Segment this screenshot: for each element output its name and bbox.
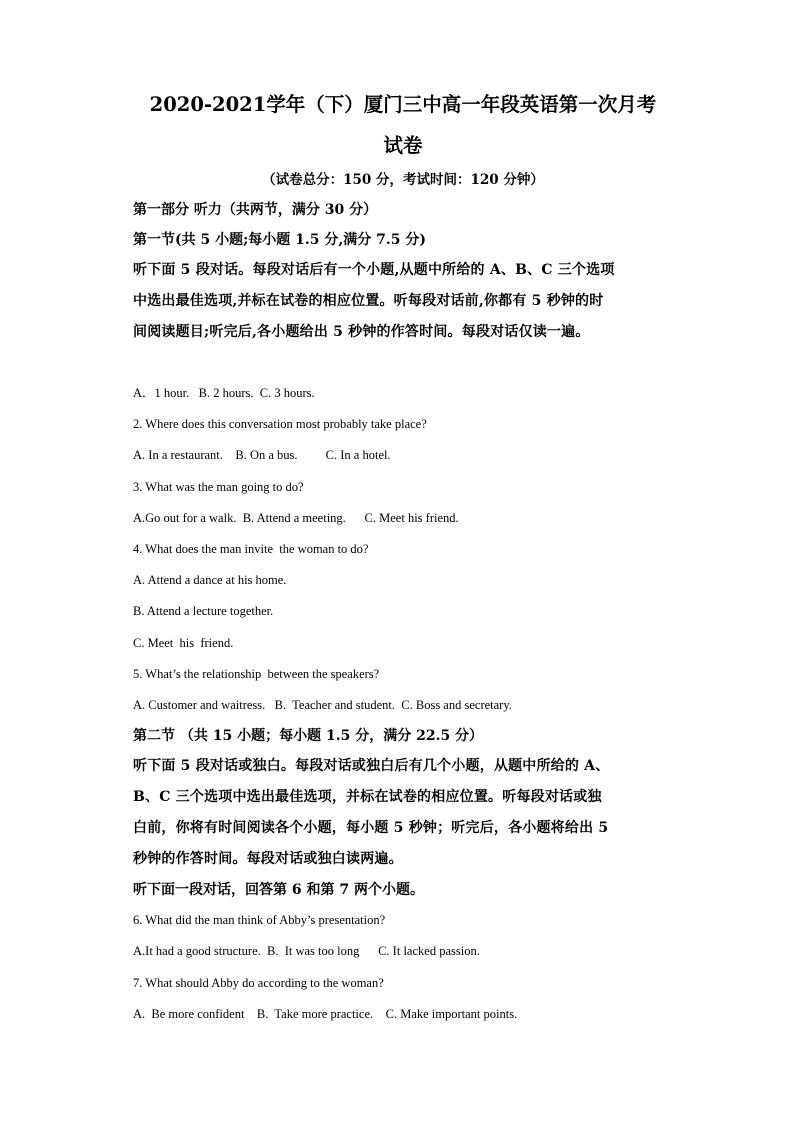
section1-instructions-line: 听下面 5 段对话。每段对话后有一个小题,从题中所给的 A、B、C 三个选项 [133, 262, 615, 278]
exam-title-line1: 2020-2021学年（下）厦门三中高一年段英语第一次月考 [149, 93, 657, 116]
exam-page [133, 86, 673, 1030]
question-2-options: A. In a restaurant. B. On a bus. C. In a hotel. [133, 448, 391, 463]
section2-instructions-line: 白前，你将有时间阅读各个小题，每小题 5 秒钟；听完后，各小题将给出 5 [133, 820, 609, 837]
question-5: 5. What’s the relationship between the speakers? [133, 666, 380, 681]
section1-heading: 第一节(共 5 小题;每小题 1.5 分,满分 7.5 分) [133, 232, 426, 248]
question-1-options: A．1 hour. B. 2 hours. C. 3 hours. [133, 386, 315, 400]
spacer [133, 348, 673, 378]
question-4: 4. What does the man invite the woman to do? [133, 542, 369, 557]
exam-title-line2: 试卷 [383, 134, 423, 157]
section1-instructions [133, 255, 673, 348]
question-3-options: A.Go out for a walk. B. Attend a meeting. C. Meet his friend. [133, 510, 459, 525]
question-3: 3. What was the man going to do? [133, 479, 304, 494]
question-4-option-c: C. Meet his friend. [133, 635, 234, 650]
question-4-option-b: B. Attend a lecture together. [133, 604, 274, 619]
part1-heading: 第一部分 听力（共两节，满分 30 分） [133, 202, 378, 218]
section1-instructions-line: 中选出最佳选项,并标在试卷的相应位置。听每段对话前,你都有 5 秒钟的时 [133, 293, 604, 309]
section2-heading: 第二节 （共 15 小题；每小题 1.5 分，满分 22.5 分） [133, 728, 484, 745]
section2-instructions-line: B、C 三个选项中选出最佳选项，并标在试卷的相应位置。听每段对话或独 [133, 789, 602, 806]
question-7: 7. What should Abby do according to the woman? [133, 975, 384, 990]
section2-instructions-line: 秒钟的作答时间。每段对话或独白读两遍。 [133, 851, 403, 868]
exam-info: （试卷总分：150 分，考试时间：120 分钟） [262, 172, 544, 188]
question-6-options: A.It had a good structure. B. It was too long C. It lacked passion. [133, 944, 480, 959]
dialogue-6-intro: 听下面一段对话，回答第 6 和第 7 两个小题。 [133, 882, 424, 899]
question-4-option-a: A. Attend a dance at his home. [133, 573, 287, 588]
section2-instructions-line: 听下面 5 段对话或独白。每段对话或独白后有几个小题，从题中所给的 A、 [133, 758, 610, 775]
section2-instructions [133, 751, 673, 875]
question-5-options: A. Customer and waitress. B. Teacher and student. C. Boss and secretary. [133, 698, 512, 713]
question-7-options: A. Be more confident B. Take more practice. C. Make important points. [133, 1006, 518, 1021]
question-6: 6. What did the man think of Abby’s presentation? [133, 913, 386, 928]
section1-instructions-line: 间阅读题目;听完后,各小题给出 5 秒钟的作答时间。每段对话仅读一遍。 [133, 324, 590, 340]
question-2: 2. Where does this conversation most probably take place? [133, 417, 427, 432]
